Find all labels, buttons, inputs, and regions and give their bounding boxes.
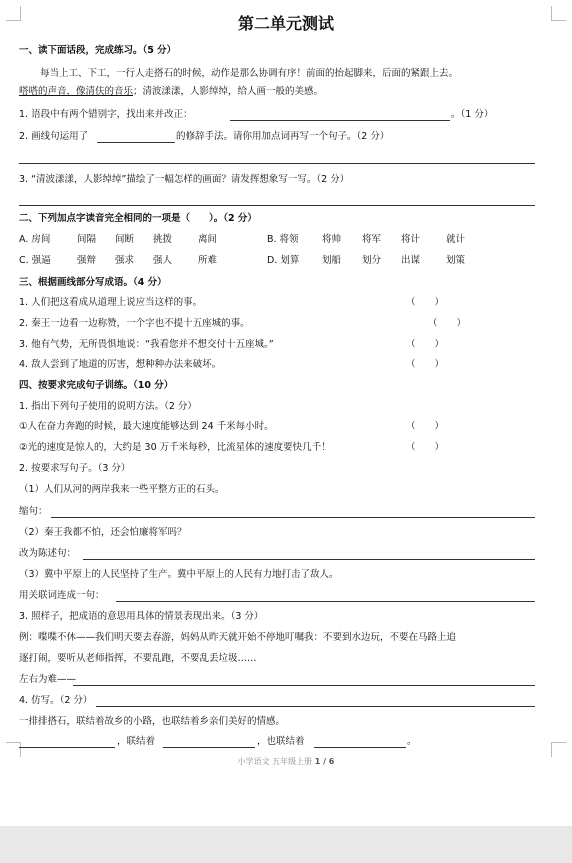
option-c-word: 强辩 [77,255,97,266]
page-title: 第二单元测试 [237,14,334,33]
idiom-item: 3. 他有气势，无所畏惧地说：“我看您并不想交付十五座城。” [19,339,274,350]
question-1-1-points: 。（1 分） [451,109,494,120]
option-d-word: D. 划算 [267,255,300,266]
imitation-model: 一排排搭石，联结着故乡的小路，也联结着乡亲们美好的情感。 [19,716,286,727]
answer-blank[interactable] [314,747,406,748]
answer-line[interactable] [116,601,535,602]
idiom-item: 4. 敌人尝到了地道的厉害，想种种办法来破坏。 [19,359,222,370]
underlined-sentence: 嗒嗒的声音，像清伕的音乐 [19,86,134,97]
imitation-text-b: ，也联结着 [257,736,305,747]
answer-line[interactable] [73,685,535,686]
answer-parens[interactable]: （ ） [406,339,445,350]
option-d-word: 划策 [446,255,466,266]
idiom-item: 1. 人们把这看成从道理上说应当这样的事。 [19,297,203,308]
passage-line-2-rest: ；清波漾漾，人影绰绰，给人画一般的美感。 [133,86,324,97]
example-line-2: 逐打闹，要听从老师指挥，不要乱跑，不要乱丢垃圾…… [19,653,257,664]
option-d-word: 划船 [322,255,342,266]
page-number: 1 / 6 [314,757,335,766]
answer-line[interactable] [19,205,535,206]
passage-line-2 [19,86,323,98]
page-footer [0,757,572,767]
answer-parens[interactable]: （ ） [406,421,445,432]
answer-parens[interactable]: （ ） [406,359,445,370]
option-a-word: A. 房间 [19,234,51,245]
option-c-word: 强人 [153,255,173,266]
question-1-2-a: 2. 画线句运用了 [19,131,89,142]
question-4-1-a: ①人在奋力奔跑的时候，最大速度能够达到 24 千米每小时。 [19,421,274,432]
option-c-word: 强求 [115,255,135,266]
question-1-3: 3. “清波漾漾，人影绰绰”描绘了一幅怎样的画面？请发挥想象写一写。（2 分） [19,174,350,185]
option-b-word: 将计 [401,234,421,245]
option-a-word: 离间 [198,234,218,245]
label-dilemma: 左右为难—— [19,674,77,685]
answer-parens[interactable]: （ ） [428,318,467,329]
imitation-text-c: 。 [407,736,417,747]
section-1-heading: 一、读下面话段，完成练习。（5 分） [19,45,177,56]
answer-parens[interactable]: （ ） [406,297,445,308]
answer-line[interactable] [51,517,535,518]
option-c-word: 所难 [198,255,218,266]
answer-line[interactable] [19,163,535,164]
option-a-word: 挑拨 [153,234,173,245]
section-2-heading: 二、下列加点字读音完全相同的一项是（ ）。（2 分） [19,213,257,224]
section-4-heading: 四、按要求完成句子训练。（10 分） [19,380,174,391]
question-4-2: 2. 按要求写句子。（3 分） [19,463,131,474]
imitation-text-a: ，联结着 [117,736,156,747]
question-4-2-1: （1）人们从河的两岸我来一些平整方正的石头。 [19,484,225,495]
crop-mark [551,742,566,757]
section-3-heading: 三、根据画线部分写成语。（4 分） [19,277,167,288]
option-b-word: 将帅 [322,234,342,245]
footer-text: 小学语文 五年级上册 [237,757,315,766]
example-line-1: 例：喋喋不休——我们明天要去春游，妈妈从昨天就开始不停地叮嘱我：不要到水边玩，不要在马路上追 [19,632,457,643]
answer-blank[interactable] [163,747,255,748]
answer-line[interactable] [83,559,535,560]
answer-blank[interactable] [97,142,175,143]
question-4-4: 4. 仿写。（2 分） [19,695,96,707]
option-b-word: 将军 [362,234,382,245]
label-conjunction: 用关联词连成一句： [19,590,105,601]
answer-parens[interactable]: （ ） [406,442,445,453]
option-b-word: B. 将领 [267,234,299,245]
option-d-word: 出谋 [401,255,421,266]
answer-line[interactable] [230,120,450,121]
answer-blank[interactable] [19,747,115,748]
question-4-3: 3. 照样子，把成语的意思用具体的情景表现出来。（3 分） [19,611,264,622]
option-c-word: C. 强逼 [19,255,51,266]
question-4-1-b: ②光的速度是惊人的，大约是 30 万千米每秒，比流星体的速度要快几千！ [19,442,331,453]
question-1-1: 1. 语段中有两个错别字，找出来并改正： [19,109,193,120]
question-4-2-3: （3）冀中平原上的人民坚持了生产。冀中平原上的人民有力地打击了敌人。 [19,569,339,580]
viewer-background [0,826,572,863]
option-a-word: 间断 [115,234,135,245]
idiom-item: 2. 秦王一边看一边称赞，一个字也不提十五座城的事。 [19,318,250,329]
question-4-2-2: （2）秦王我都不怕，还会怕廉将军吗？ [19,527,187,538]
crop-mark [6,742,21,757]
passage-line-1: 每当上工、下工，一行人走搭石的时候，动作是那么协调有序！前面的抬起脚来，后面的紧跟上去。 [40,68,459,79]
label-declarative: 改为陈述句： [19,548,77,559]
option-b-word: 就计 [446,234,466,245]
option-d-word: 划分 [362,255,382,266]
question-1-2-b: 的修辞手法。请你用加点词再写一个句子。（2 分） [176,131,390,142]
label-shorten: 缩句： [19,506,48,517]
option-a-word: 间隔 [77,234,97,245]
question-4-1: 1. 指出下列句子使用的说明方法。（2 分） [19,401,197,412]
